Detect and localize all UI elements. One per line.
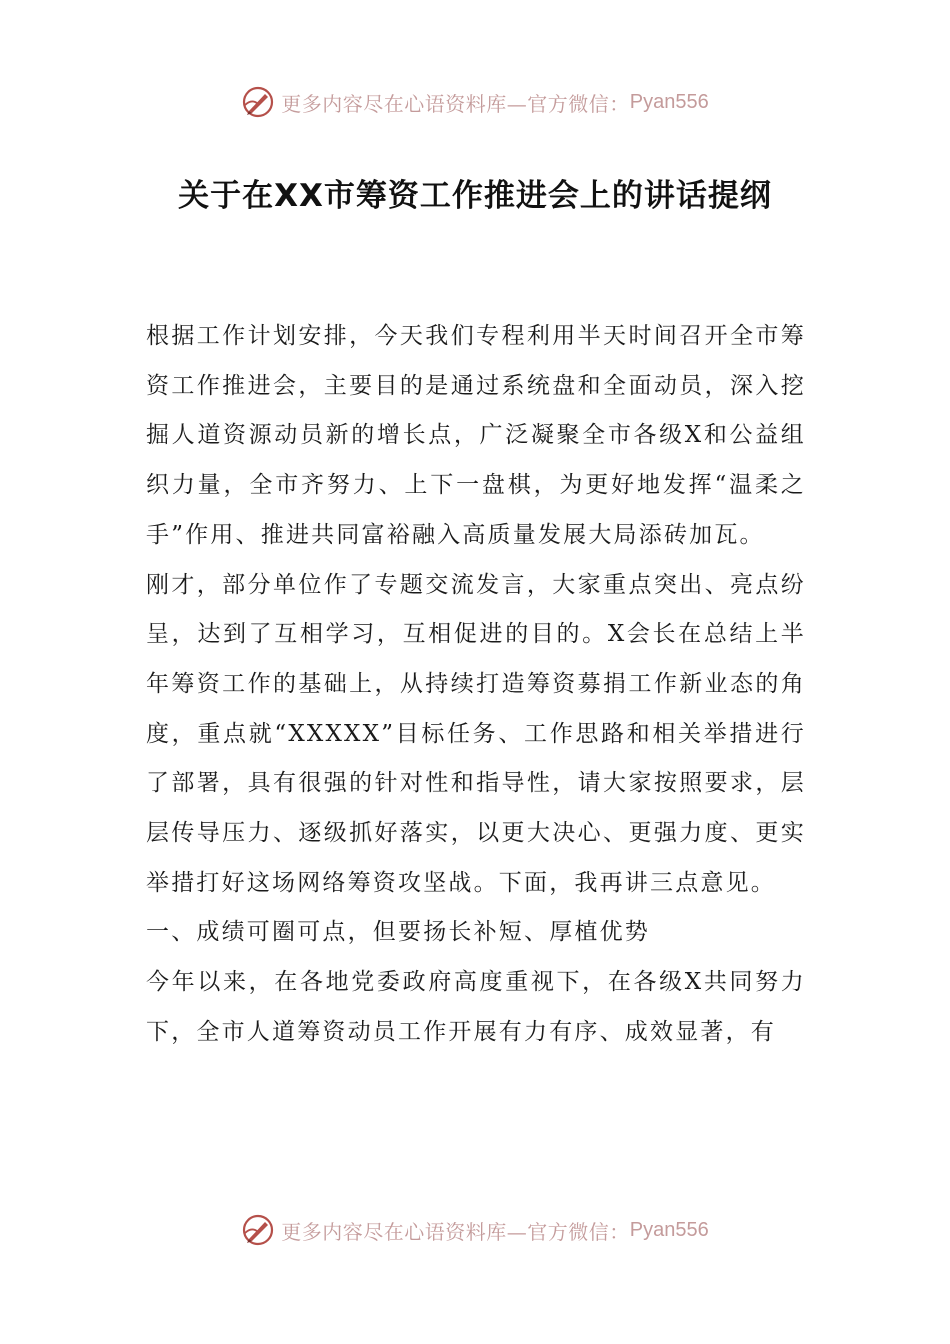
watermark-wechat-id: Pyan556	[629, 90, 709, 113]
watermark-wechat-id: Pyan556	[629, 1218, 709, 1241]
watermark-header	[0, 82, 950, 122]
paragraph: 刚才，部分单位作了专题交流发言，大家重点突出、亮点纷呈，达到了互相学习，互相促进的目的。X会长在总结上半年筹资工作的基础上，从持续打造筹资募捐工作新业态的角度，重点就“XXXXX”目标任务、工作思路和相关举措进行了部署，具有很强的针对性和指导性，请大家按照要求，层层传导压力、逐级抓好落实，以更大决心、更强力度、更实举措打好这场网络筹资攻坚战。下面，我再讲三点意见。	[146, 571, 806, 896]
paragraph: 今年以来，在各地党委政府高度重视下，在各级X共同努力下，全市人道筹资动员工作开展有力有序、成效显著，有	[146, 969, 806, 1045]
document-title: 关于在XX市筹资工作推进会上的讲话提纲	[178, 178, 772, 214]
pen-logo-icon	[241, 1213, 275, 1247]
watermark-text: 更多内容尽在心语资料库—官方微信：	[281, 1219, 630, 1244]
section-heading: 一、成绩可圈可点，但要扬长补短、厚植优势	[146, 919, 650, 946]
pen-logo-icon	[241, 85, 275, 119]
document-body	[146, 312, 806, 1058]
watermark-text: 更多内容尽在心语资料库—官方微信：	[281, 91, 630, 116]
watermark-footer	[0, 1210, 950, 1250]
paragraph: 根据工作计划安排，今天我们专程利用半天时间召开全市筹资工作推进会，主要目的是通过系统盘和全面动员，深入挖掘人道资源动员新的增长点，广泛凝聚全市各级X和公益组织力量，全市齐努力、上下一盘棋，为更好地发挥“温柔之手”作用、推进共同富裕融入高质量发展大局添砖加瓦。	[146, 323, 806, 548]
